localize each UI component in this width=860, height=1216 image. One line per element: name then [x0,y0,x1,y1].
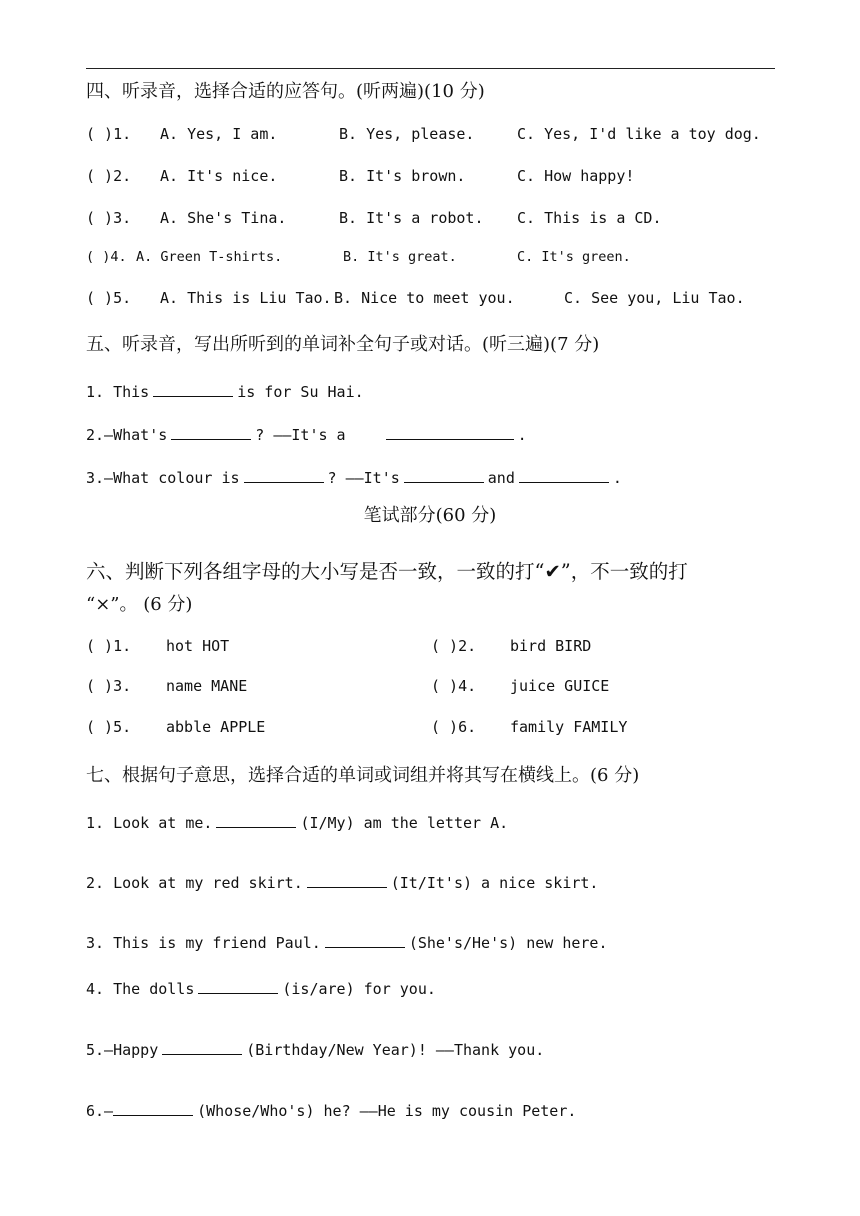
answer-blank[interactable] [198,979,278,994]
fill-text: . [612,469,622,487]
list-item [86,720,786,738]
sentence-end: (Birthday/New Year)! ——Thank you. [246,1041,545,1059]
option-b: B. Yes, please. [339,125,475,143]
answer-blank[interactable] [171,425,251,440]
list-item [86,1040,544,1058]
option-a: A. She's Tina. [160,209,287,227]
list-item [86,251,786,269]
answer-blank[interactable] [113,1101,193,1116]
fill-text: 1. This [86,383,150,401]
sentence-end: (Whose/Who's) he? ——He is my cousin Peter. [197,1102,577,1120]
list-item [86,639,786,657]
sentence-end: (is/are) for you. [282,980,436,998]
sentence-start: 2. Look at my red skirt. [86,874,303,892]
fill-text: ? ——It's a [255,426,346,444]
fill-text: 2.—What's [86,426,168,444]
section6-heading-cont: “×”。 (6 分) [86,594,193,615]
letter-pair: abble APPLE [166,718,266,736]
section6-heading: 六、判断下列各组字母的大小写是否一致，一致的打“✔”，不一致的打 [86,560,688,583]
letter-pair: juice GUICE [510,677,610,695]
section4-heading: 四、听录音，选择合适的应答句。(听两遍)(10 分) [86,81,485,102]
sentence-start: 1. Look at me. [86,814,213,832]
item-number: ( )4. [86,249,127,265]
option-a: A. It's nice. [160,167,278,185]
section5-heading: 五、听录音，写出所听到的单词补全句子或对话。(听三遍)(7 分) [86,334,600,355]
option-a: A. Yes, I am. [160,125,278,143]
sentence-start: 3. This is my friend Paul. [86,934,321,952]
option-b: B. Nice to meet you. [334,289,515,307]
letter-pair: name MANE [166,677,248,695]
item-number: ( )1. [86,637,132,655]
item-number: ( )2. [431,637,477,655]
sentence-end: (She's/He's) new here. [408,934,608,952]
answer-blank[interactable] [386,425,514,440]
answer-blank[interactable] [519,468,609,483]
list-item [86,211,786,229]
item-number: ( )2. [86,167,132,185]
sentence-start: 4. The dolls [86,980,195,998]
option-b: B. It's a robot. [339,209,484,227]
item-number: ( )3. [86,677,132,695]
sentence-start: 6.— [86,1102,114,1120]
option-a: A. Green T-shirts. [136,249,283,265]
answer-blank[interactable] [244,468,324,483]
list-item [86,933,608,951]
item-number: ( )1. [86,125,132,143]
item-number: ( )5. [86,718,132,736]
fill-line-1 [86,382,364,400]
list-item [86,169,786,187]
fill-text: 3.—What colour is [86,469,240,487]
section7-heading: 七、根据句子意思，选择合适的单词或词组并将其写在横线上。(6 分) [86,765,640,786]
option-c: C. Yes, I'd like a toy dog. [517,125,761,143]
option-c: C. See you, Liu Tao. [564,289,745,307]
sentence-start: 5.—Happy [86,1041,159,1059]
item-number: ( )6. [431,718,477,736]
letter-pair: hot HOT [166,637,230,655]
option-b: B. It's great. [343,249,457,265]
letter-pair: family FAMILY [510,718,628,736]
fill-text: ? ——It's [327,469,400,487]
option-c: C. This is a CD. [517,209,662,227]
list-item [86,813,508,831]
written-part-title: 笔试部分(60 分) [363,505,497,526]
letter-pair: bird BIRD [510,637,592,655]
answer-blank[interactable] [404,468,484,483]
item-number: ( )4. [431,677,477,695]
answer-blank[interactable] [325,933,405,948]
item-number: ( )3. [86,209,132,227]
list-item [86,127,786,145]
fill-line-2 [86,425,527,443]
list-item [86,679,786,697]
option-c: C. It's green. [517,249,631,265]
answer-blank[interactable] [307,873,387,888]
header-rule [86,68,775,69]
answer-blank[interactable] [153,382,233,397]
fill-text: . [517,426,527,444]
option-a: A. This is Liu Tao. [160,289,332,307]
option-c: C. How happy! [517,167,635,185]
list-item [86,979,436,997]
answer-blank[interactable] [162,1040,242,1055]
fill-text: and [487,469,515,487]
answer-blank[interactable] [216,813,296,828]
list-item [86,291,786,309]
sentence-end: (It/It's) a nice skirt. [390,874,599,892]
option-b: B. It's brown. [339,167,466,185]
list-item [86,1101,576,1119]
fill-line-3 [86,468,622,486]
list-item [86,873,598,891]
fill-text: is for Su Hai. [237,383,364,401]
item-number: ( )5. [86,289,132,307]
sentence-end: (I/My) am the letter A. [300,814,509,832]
